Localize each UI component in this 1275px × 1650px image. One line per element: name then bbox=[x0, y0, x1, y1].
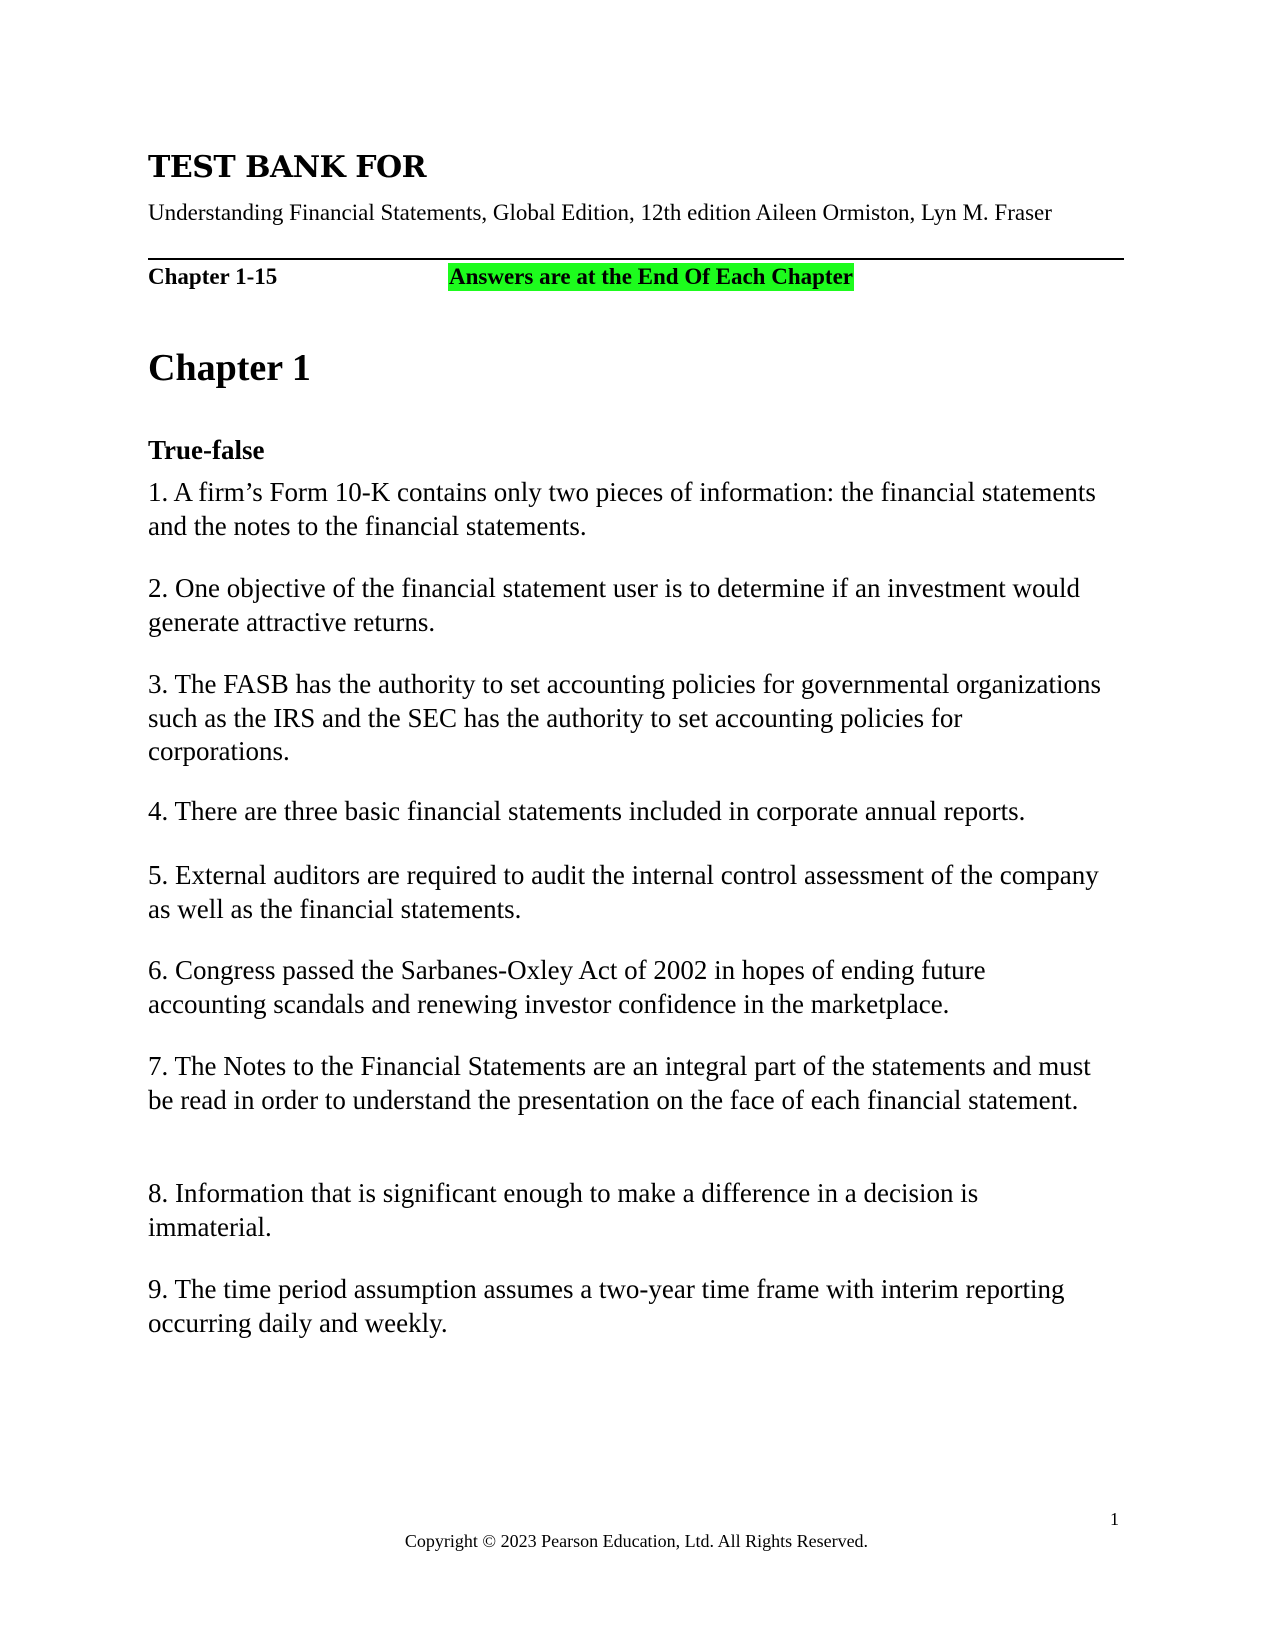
header-divider bbox=[148, 258, 1124, 260]
question-5: 5. External auditors are required to audit the internal control assessment of the company as well as the financial statements. bbox=[148, 860, 1099, 924]
question-6: 6. Congress passed the Sarbanes-Oxley Act of 2002 in hopes of ending future accounting scandals and renewing investor confidence in the marketplace. bbox=[148, 955, 986, 1019]
question-1: 1. A firm’s Form 10-K contains only two pieces of information: the financial statements and the notes to the financial statements. bbox=[148, 477, 1096, 541]
answers-highlight-note: Answers are at the End Of Each Chapter bbox=[449, 264, 853, 289]
copyright-text: Copyright © 2023 Pearson Education, Ltd. All Rights Reserved. bbox=[404, 1531, 869, 1551]
question-4: 4. There are three basic financial statements included in corporate annual reports. bbox=[148, 796, 1026, 826]
question-3: 3. The FASB has the authority to set accounting policies for governmental organizations such as the IRS and the SEC has the authority to set accounting policies for corporations. bbox=[148, 669, 1102, 766]
question-9: 9. The time period assumption assumes a two-year time frame with interim reporting occurring daily and weekly. bbox=[148, 1274, 1065, 1338]
question-7: 7. The Notes to the Financial Statements are an integral part of the statements and must be read in order to understand the presentation on the face of each financial statement. bbox=[148, 1051, 1091, 1115]
copyright-footer bbox=[0, 1530, 1275, 1552]
document-title: TEST BANK FOR bbox=[148, 150, 427, 185]
question-8: 8. Information that is significant enough to make a difference in a decision is immaterial. bbox=[148, 1178, 979, 1242]
book-subtitle: Understanding Financial Statements, Global Edition, 12th edition Aileen Ormiston, Lyn M. Fraser bbox=[148, 200, 1052, 225]
question-2: 2. One objective of the financial statement user is to determine if an investment would generate attractive returns. bbox=[148, 573, 1080, 637]
chapter-heading: Chapter 1 bbox=[148, 347, 311, 389]
page-number: 1 bbox=[1110, 1509, 1119, 1529]
section-heading: True-false bbox=[148, 435, 265, 465]
chapter-range-label: Chapter 1-15 bbox=[148, 264, 278, 289]
